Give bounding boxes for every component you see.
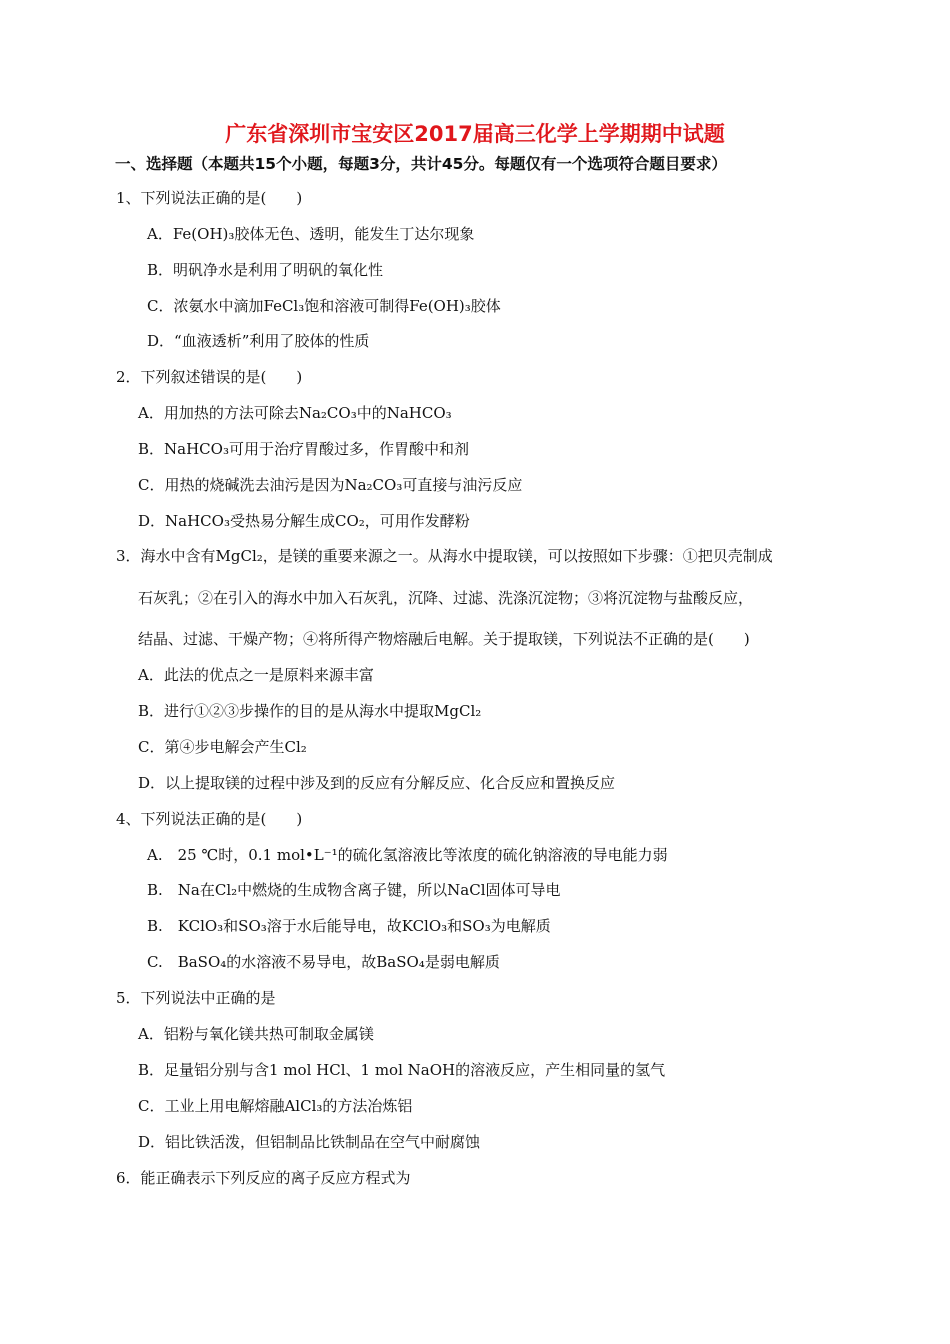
question-3-stem-line-1: 3．海水中含有MgCl₂，是镁的重要来源之一。从海水中提取镁，可以按照如下步骤：①把贝壳制成 bbox=[116, 547, 773, 565]
question-5-option-a: A．铝粉与氧化镁共热可制取金属镁 bbox=[138, 1025, 374, 1043]
question-4-option-b1: B. Na在Cl₂中燃烧的生成物含离子键，所以NaCl固体可导电 bbox=[147, 881, 561, 899]
question-3-option-b: B．进行①②③步操作的目的是从海水中提取MgCl₂ bbox=[138, 702, 482, 720]
question-4-option-c: C. BaSO₄的水溶液不易导电，故BaSO₄是弱电解质 bbox=[147, 953, 500, 971]
question-3-option-a: A．此法的优点之一是原料来源丰富 bbox=[138, 666, 374, 684]
question-1-option-d: D．“血液透析”利用了胶体的性质 bbox=[147, 332, 370, 350]
question-3-stem-line-3: 结晶、过滤、干燥产物；④将所得产物熔融后电解。关于提取镁，下列说法不正确的是( ) bbox=[138, 630, 750, 648]
question-5-option-c: C．工业上用电解熔融AlCl₃的方法冶炼铝 bbox=[138, 1097, 413, 1115]
question-5-option-d: D．铝比铁活泼，但铝制品比铁制品在空气中耐腐蚀 bbox=[138, 1133, 481, 1151]
question-2-option-d: D．NaHCO₃受热易分解生成CO₂，可用作发酵粉 bbox=[138, 512, 470, 530]
question-6-stem: 6．能正确表示下列反应的离子反应方程式为 bbox=[116, 1169, 411, 1187]
section-heading: 一、选择题（本题共15个小题，每题3分，共计45分。每题仅有一个选项符合题目要求） bbox=[115, 155, 727, 173]
question-3-stem-line-2: 石灰乳；②在引入的海水中加入石灰乳，沉降、过滤、洗涤沉淀物；③将沉淀物与盐酸反应， bbox=[138, 589, 754, 607]
question-2-stem: 2．下列叙述错误的是( ) bbox=[116, 368, 303, 386]
question-5-option-b: B．足量铝分别与含1 mol HCl、1 mol NaOH的溶液反应，产生相同量的氢气 bbox=[138, 1061, 666, 1079]
question-1-stem: 1、下列说法正确的是( ) bbox=[116, 189, 303, 207]
question-4-option-b2: B. KClO₃和SO₃溶于水后能导电，故KClO₃和SO₃为电解质 bbox=[147, 917, 551, 935]
question-5-stem: 5．下列说法中正确的是 bbox=[116, 989, 276, 1007]
question-2-option-a: A．用加热的方法可除去Na₂CO₃中的NaHCO₃ bbox=[138, 404, 452, 422]
question-2-option-c: C．用热的烧碱洗去油污是因为Na₂CO₃可直接与油污反应 bbox=[138, 476, 523, 494]
question-1-option-a: A．Fe(OH)₃胶体无色、透明，能发生丁达尔现象 bbox=[147, 225, 475, 243]
question-1-option-b: B．明矾净水是利用了明矾的氧化性 bbox=[147, 261, 384, 279]
question-3-option-d: D．以上提取镁的过程中涉及到的反应有分解反应、化合反应和置换反应 bbox=[138, 774, 616, 792]
question-3-option-c: C．第④步电解会产生Cl₂ bbox=[138, 738, 307, 756]
question-4-option-a: A. 25 ℃时，0.1 mol•L⁻¹的硫化氢溶液比等浓度的硫化钠溶液的导电能力弱 bbox=[147, 846, 668, 864]
question-4-stem: 4、下列说法正确的是( ) bbox=[116, 810, 303, 828]
question-2-option-b: B．NaHCO₃可用于治疗胃酸过多，作胃酸中和剂 bbox=[138, 440, 469, 458]
page-title: 广东省深圳市宝安区2017届高三化学上学期期中试题 bbox=[225, 122, 725, 146]
question-1-option-c: C．浓氨水中滴加FeCl₃饱和溶液可制得Fe(OH)₃胶体 bbox=[147, 297, 501, 315]
